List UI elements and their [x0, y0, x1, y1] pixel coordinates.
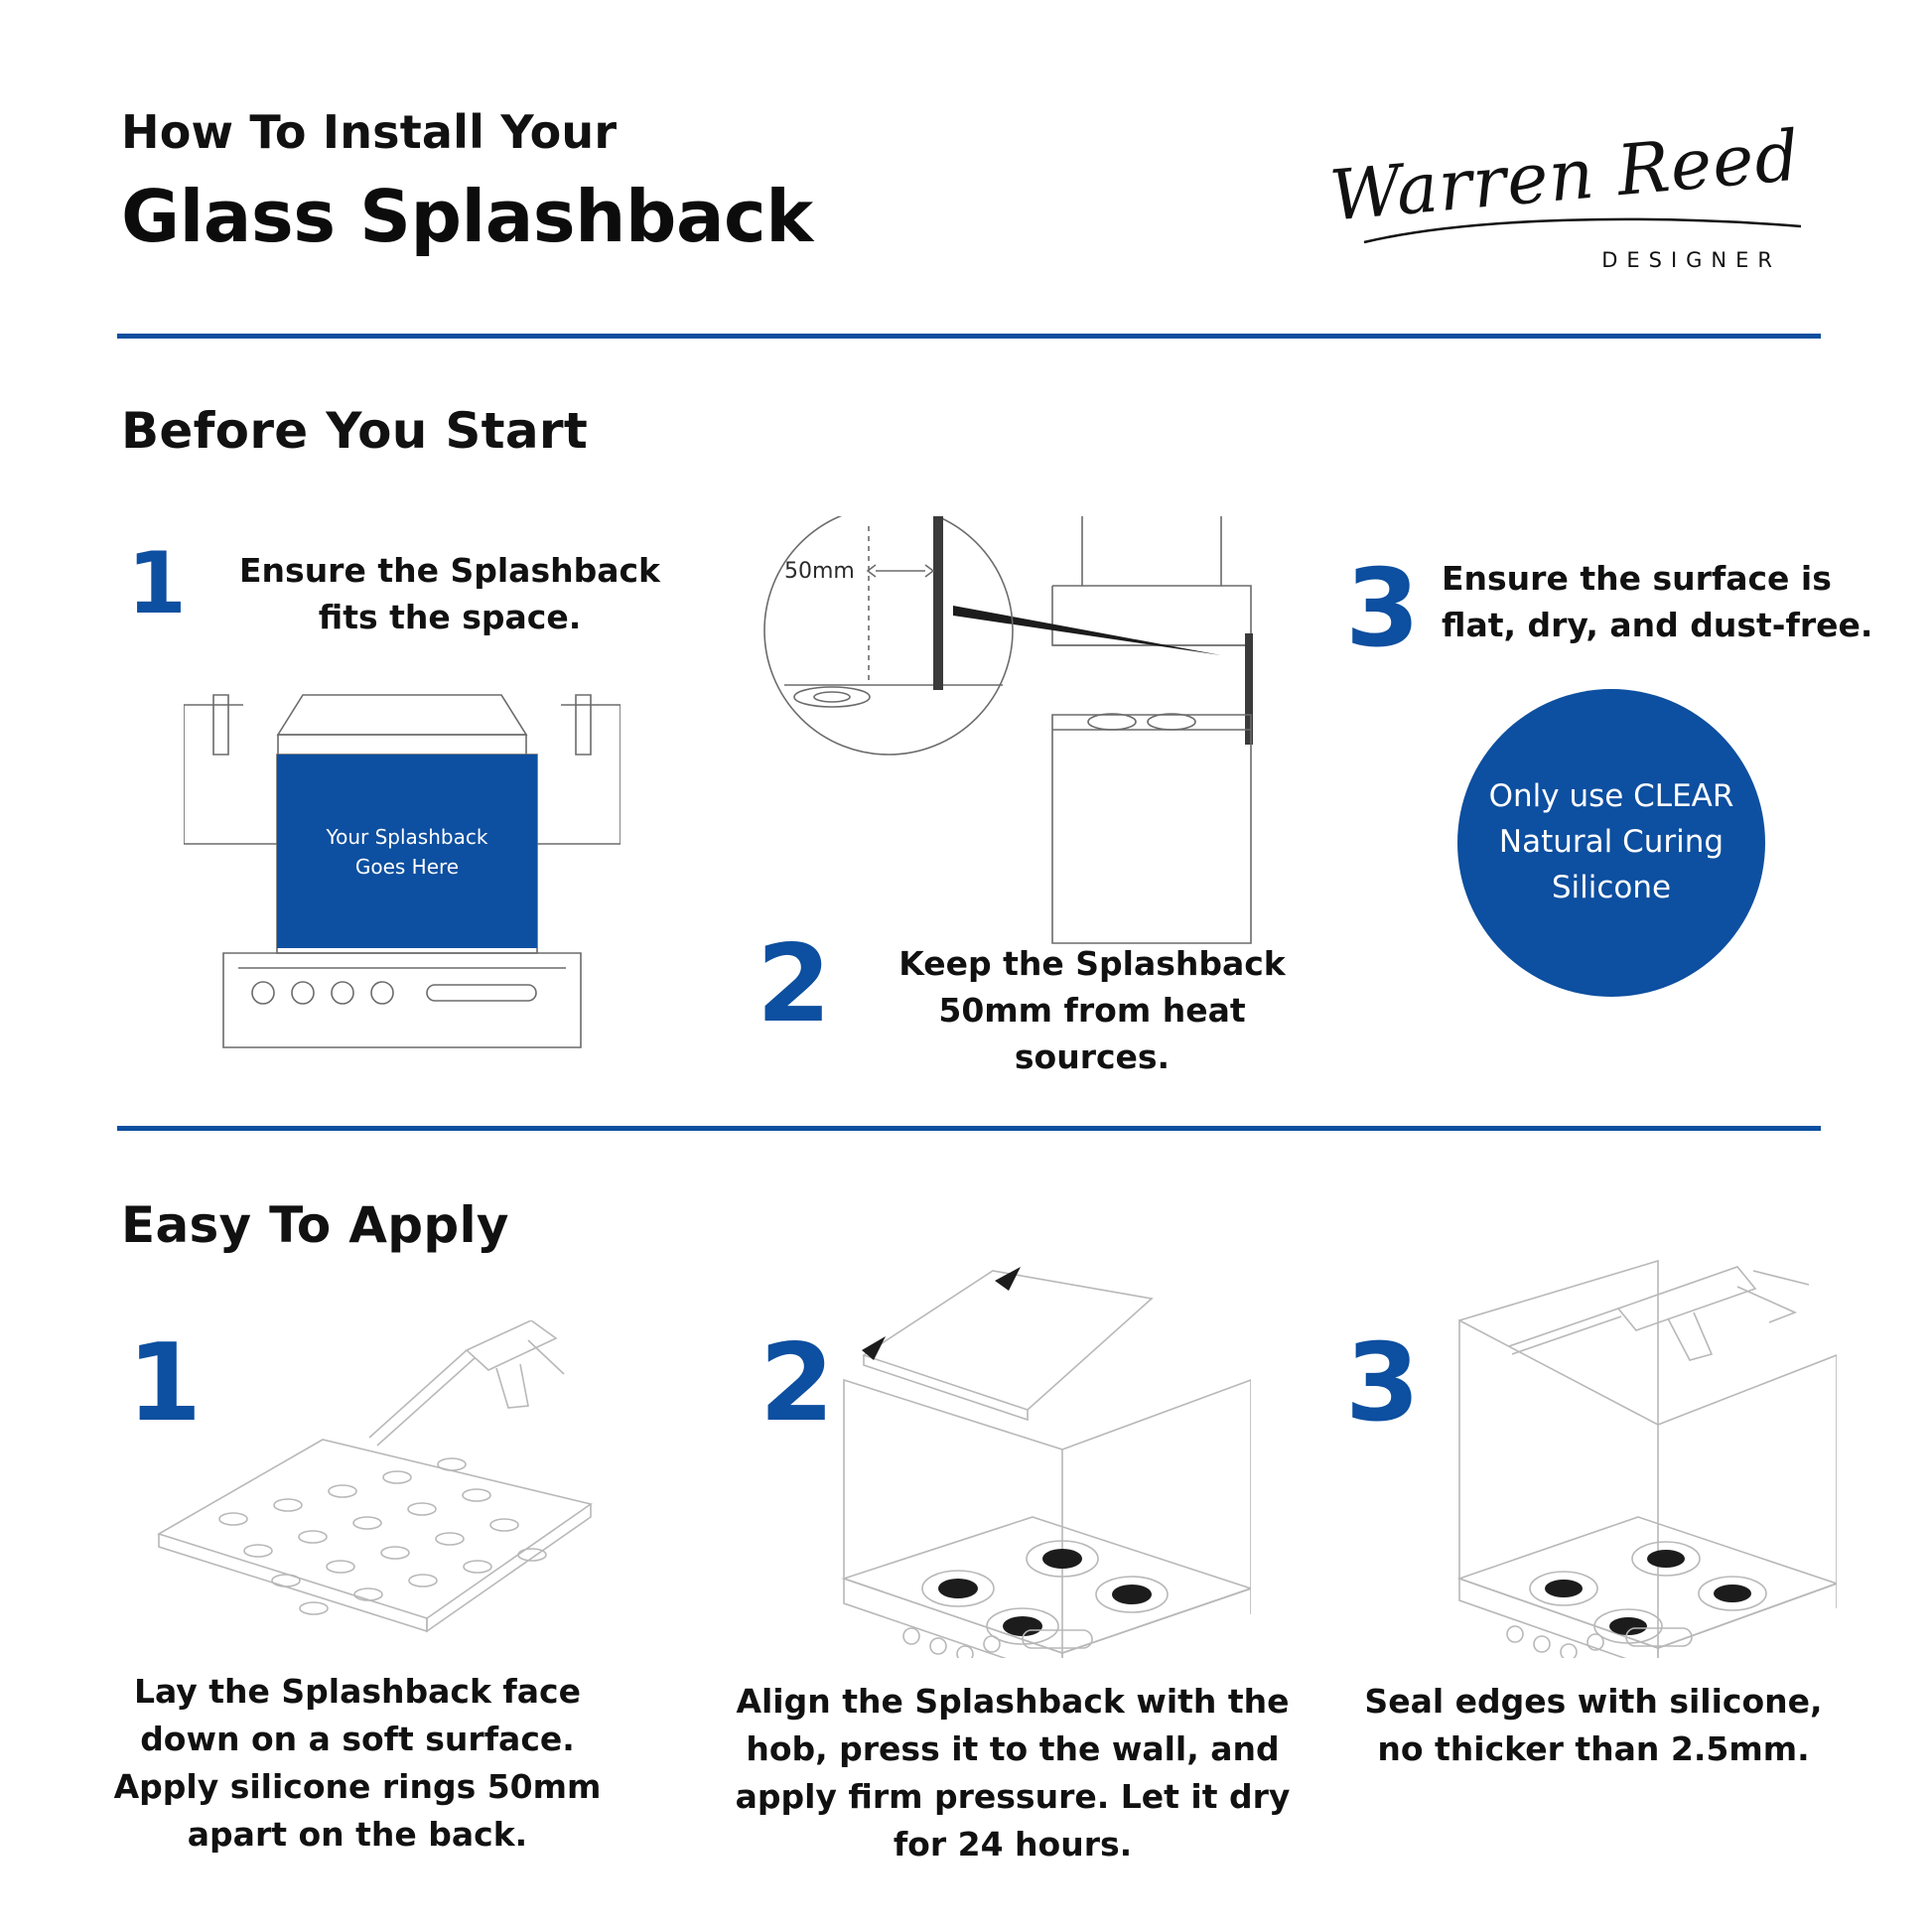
before-step-2-number: 2 — [757, 922, 832, 1046]
page-title-line1: How To Install Your — [121, 105, 618, 159]
divider-middle — [117, 1126, 1821, 1131]
diagram-align-splashback — [735, 1261, 1251, 1658]
diagram-heat-clearance — [755, 516, 1291, 953]
apply-step-1-number: 1 — [127, 1321, 203, 1446]
before-step-1-number: 1 — [127, 534, 187, 633]
apply-step-1-caption: Lay the Splashback face down on a soft surface. Apply silicone rings 50mm apart on the back. — [113, 1672, 602, 1854]
section-heading-before: Before You Start — [121, 402, 589, 460]
clearance-dimension-label: 50mm — [784, 559, 855, 584]
brand-script-text: Warren Reed — [1326, 114, 1804, 237]
apply-step-3-caption: Seal edges with silicone, no thicker than 2.5mm. — [1364, 1682, 1823, 1768]
silicone-badge-label: Only use CLEAR Natural Curing Silicone — [1488, 778, 1734, 905]
section-heading-apply: Easy To Apply — [121, 1196, 509, 1254]
splashback-placeholder — [277, 755, 537, 948]
apply-step-2-number: 2 — [759, 1321, 835, 1446]
logo-flourish-icon — [1354, 212, 1811, 252]
divider-top — [117, 334, 1821, 339]
before-step-2-text: Keep the Splashback 50mm from heat sources. — [898, 944, 1286, 1076]
brand-subtitle: DESIGNER — [1601, 248, 1781, 272]
diagram-apply-silicone-rings — [139, 1320, 616, 1648]
diagram-seal-edges — [1320, 1251, 1837, 1658]
brand-logo — [1303, 114, 1819, 306]
apply-step-3-number: 3 — [1345, 1321, 1421, 1446]
splashback-placeholder-label: Your Splashback Goes Here — [326, 824, 488, 879]
page-title-line2: Glass Splashback — [121, 174, 813, 258]
apply-step-2-caption: Align the Splashback with the hob, press it to the wall, and apply firm pressure. Let it dry for 24 hours. — [735, 1682, 1291, 1863]
before-step-1-text: Ensure the Splashback fits the space. — [239, 551, 660, 636]
silicone-badge — [1457, 689, 1765, 997]
before-step-3-number: 3 — [1345, 547, 1421, 671]
before-step-3-text: Ensure the surface is flat, dry, and dust-free. — [1442, 559, 1873, 644]
header — [121, 107, 1819, 336]
